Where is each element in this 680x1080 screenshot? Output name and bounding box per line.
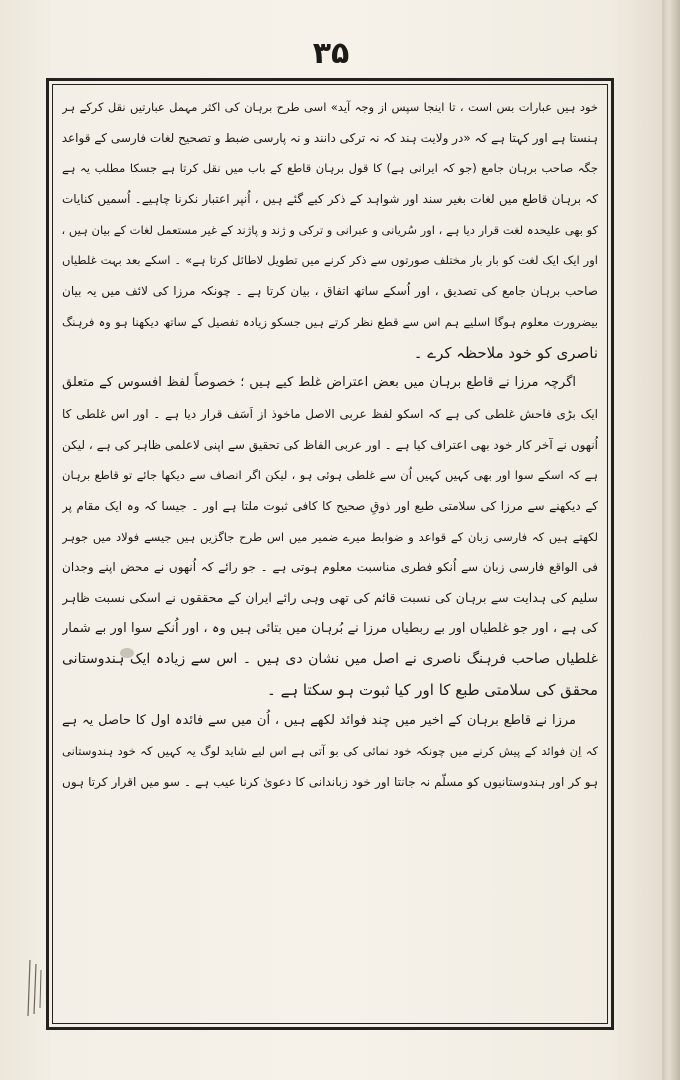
text-line: ہو کر اور ہندوستانیوں کو مسلّم نہ جانتا اور خود زباندانی کا دعویٰ کرنا عیب ہے ۔ سو میں اقرار کرتا ہوں [62,775,598,790]
text-line: کے دیکھنے سے مرزا کی سلامتی طبع اور ذوقِ صحیح کا کافی ثبوت ملتا ہے اور ۔ جیسا کہ وہ ایک مقام پر [62,498,598,513]
text-line: اور ایک ایک لغت کو بار بار مختلف صورتوں سے ذکر کرنے میں تطویل لاطائل کرتا ہے» ۔ اسکے بعد بہت غلطیاں [62,253,598,268]
text-line: مرزا نے قاطع برہان کے اخیر میں چند فوائد لکھے ہیں ، اُن میں سے فائدہ اول کا حاصل یہ ہے [62,712,576,728]
text-line: کہ اِن فوائد کے پیش کرنے میں چونکہ خود نمائی کی بو آتی ہے اس لیے شاید لوگ یہ کہیں کہ خود ہندوستانی [62,744,598,759]
ink-smudge [120,648,134,658]
text-line: ہنستا ہے اور کہتا ہے کہ «در ولایت ہند کہ نہ ترکی دانند و نہ پارسی ضبط و تصحیح لغات فارسی کے قواعد [62,130,598,145]
text-line: ہے کہ اسکے سوا اور بھی کہیں کہیں اُن سے غلطی ہوئی ہو ، لیکن اگر انصاف سے دیکھا جائے تو قاطع برہان [62,468,598,483]
text-line: ایک بڑی فاحش غلطی کی ہے کہ اسکو لفظ عربی الاصل ماخوذ از اَسَف قرار دیا ہے ۔ اور اس غلطی کا [62,406,598,421]
text-line: غلطیاں صاحب فرہنگ ناصری نے اصل میں نشان دی ہیں ۔ اس سے زیادہ ایک ہندوستانی [62,651,598,668]
text-line: محقق کی سلامتی طبع کا اور کیا ثبوت ہو سکتا ہے ۔ [267,681,598,700]
text-line: خود ہیں عبارات بس است ، تا اینجا سپس از وجہ آید» اسی طرح برہان کی اکثر مہمل عبارتیں نقل کرکے ہر [62,100,598,114]
text-line: اُنھوں نے آخر کار خود بھی اعتراف کیا ہے ۔ اور عربی الفاظ کی تحقیق سے اپنی لاعلمی ظاہر کی ہے ، لیکن [62,437,598,452]
margin-pencil-mark-icon [24,958,44,1018]
text-line: بیضرورت معلوم ہوگا اسلیے ہم اس سے قطع نظر کرتے ہیں جسکو زیادہ تفصیل کے ساتھ دیکھنا ہو وہ فرہنگ [62,314,598,329]
text-line: کہ برہان قاطع میں لغات بغیر سند اور شواہد کے ذکر کیے گئے ہیں ، اُنپر اعتبار نکرنا چاہیے۔ اُسمیں کنایات [62,192,598,207]
body-text [62,92,598,1017]
text-line: کی ہے ، اور جو غلطیاں اور بے ربطیاں مرزا نے بُرہان میں بتائی ہیں وہ ، اور اُنکے سوا اور بے شمار [62,620,598,636]
text-line: کو بھی علیحدہ لغت قرار دیا ہے ، اور سُریانی و عبرانی و ترکی و ژند و پاژند کے غیر مستعمل لغات کے بیان ہیں ، [62,222,598,237]
text-line: فی الواقع فارسی زبان سے اُنکو فطری مناسبت معلوم ہوتی ہے ۔ جو رائے کہ اُنھوں نے محض اپنے وجدان [62,560,598,575]
adjacent-page-edge [662,0,680,1080]
page-number: ۳۵ [312,36,350,71]
text-line: سلیم کی ہدایت سے برہان کی نسبت قائم کی تھی وہی رائے ایران کے محققوں نے اسکی نسبت ظاہر [62,590,598,605]
text-line: اگرچہ مرزا نے قاطع برہان میں بعض اعتراض غلط کیے ہیں ؛ خصوصاً لفظ افسوس کے متعلق [62,375,576,391]
text-line: لکھتے ہیں کہ فارسی زبان کے قواعد و ضوابط میرے ضمیر میں اس طرح جاگزیں ہیں جیسے فولاد میں جوہر [62,529,598,544]
text-line: صاحب برہان جامع کی تصدیق ، اور اُسکے ساتھ اتفاق ، بیان کرتا ہے ۔ چونکہ مرزا کی لائف میں یہ بیان [62,284,598,299]
text-line: جگہ صاحب برہان جامع (جو کہ ایرانی ہے) کا قول برہان قاطع کے باب میں نقل کرتا ہے جسکا مطلب یہ ہے [62,161,598,176]
text-line: ناصری کو خود ملاحظہ کرے ۔ [413,343,598,362]
